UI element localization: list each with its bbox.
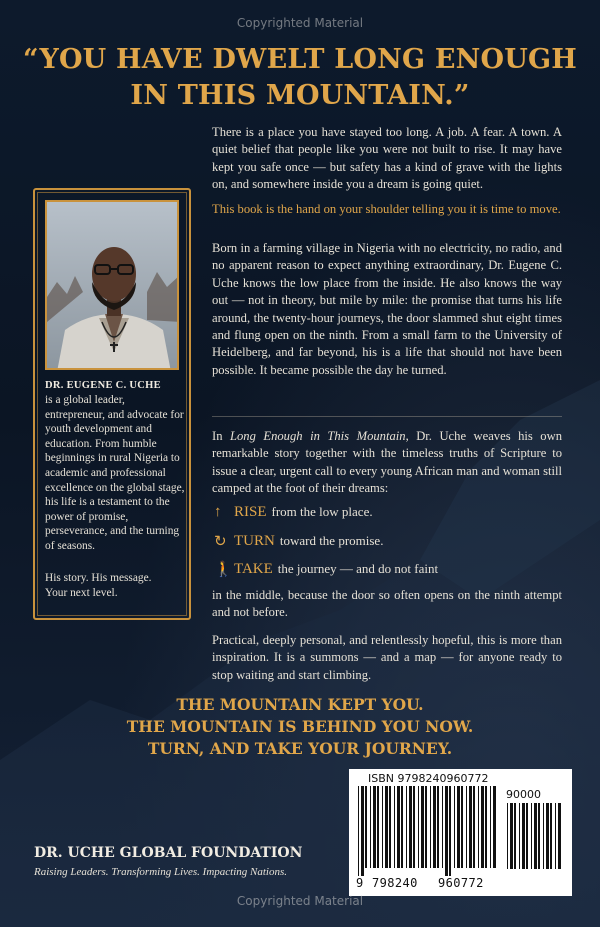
barcode-bar bbox=[413, 786, 415, 868]
barcode-bar bbox=[493, 786, 496, 868]
barcode-bar bbox=[361, 786, 364, 876]
closing-line-1: THE MOUNTAIN KEPT YOU. bbox=[176, 695, 424, 714]
intro-paragraph-2-highlight: This book is the hand on your shoulder telling you it is time to move. bbox=[212, 202, 561, 216]
book-title: Long Enough in This Mountain bbox=[230, 429, 406, 443]
barcode-bar bbox=[437, 786, 439, 868]
barcode-bar bbox=[409, 786, 412, 868]
barcode-bar bbox=[394, 786, 395, 868]
barcode-bar bbox=[389, 786, 391, 868]
author-photo bbox=[45, 200, 179, 370]
barcode-bar bbox=[370, 786, 371, 868]
barcode-bar bbox=[478, 786, 479, 868]
ean-digits bbox=[356, 876, 566, 890]
intro-paragraph-1: There is a place you have stayed too long. A job. A fear. A town. A quiet belief that people like you were not built to rise. It may have kept you safe once — but safety has a kind of grave with the lights on, and somewhere inside you a dream is going quiet. bbox=[212, 125, 562, 192]
barcode-bar bbox=[377, 786, 379, 868]
barcode-bar bbox=[550, 803, 552, 869]
barcode-bar bbox=[433, 786, 436, 868]
book-paragraph-prefix: In bbox=[212, 429, 230, 443]
barcode-bar bbox=[466, 786, 467, 868]
barcode-bar bbox=[519, 803, 520, 869]
barcode-bar bbox=[449, 786, 451, 876]
barcode-bar bbox=[485, 786, 487, 868]
barcode-bar bbox=[538, 803, 540, 869]
barcode-bar bbox=[421, 786, 424, 868]
barcode-bar bbox=[526, 803, 528, 869]
barcode-bar bbox=[507, 803, 508, 869]
ean-right-digits: 960772 bbox=[438, 876, 484, 890]
barcode-bar bbox=[418, 786, 419, 868]
summary-paragraph: Practical, deeply personal, and relentlessly hopeful, this is more than inspiration. It is a summons — and a map — for anyone ready to stop waiting and start climbing. bbox=[212, 633, 562, 682]
barcode-bar bbox=[445, 786, 448, 876]
barcode-bar bbox=[430, 786, 431, 868]
barcode-bar bbox=[546, 803, 549, 869]
author-sign-off bbox=[45, 571, 185, 600]
barcode-bar bbox=[469, 786, 472, 868]
pillar-continuation: in the middle, because the door so often opens on the ninth attempt and not before. bbox=[212, 588, 562, 620]
pillar-turn bbox=[214, 531, 383, 551]
barcode-bar bbox=[490, 786, 491, 868]
barcode-bar bbox=[510, 803, 513, 869]
copyright-watermark-bottom: Copyrighted Material bbox=[236, 894, 364, 908]
copyright-watermark-top: Copyrighted Material bbox=[236, 16, 364, 30]
book-paragraph bbox=[212, 428, 562, 498]
barcode-bar bbox=[555, 803, 556, 869]
sign-off-line-2: Your next level. bbox=[45, 586, 118, 599]
sign-off-line-1: His story. His message. bbox=[45, 572, 152, 584]
isbn-label: ISBN 9798240960772 bbox=[368, 772, 489, 785]
barcode-bar bbox=[522, 803, 525, 869]
headline-quote bbox=[20, 42, 580, 114]
barcode-bar bbox=[385, 786, 388, 868]
barcode-bar bbox=[461, 786, 463, 868]
section-divider bbox=[212, 416, 562, 417]
author-bio-text: is a global leader, entrepreneur, and advocate for youth development and education. From humble beginnings in rural Nigeria to academic and professional excellence on the global stage, his life is a testament to the power of promise, perseverance, and the turning of seasons. bbox=[45, 394, 185, 552]
author-name: DR. EUGENE C. UCHE bbox=[45, 380, 161, 391]
closing-call-to-action bbox=[60, 694, 540, 760]
ean-first-digit: 9 bbox=[356, 876, 364, 890]
barcode-bar bbox=[382, 786, 383, 868]
barcode-bar bbox=[425, 786, 427, 868]
turn-arrow-icon: ↻ bbox=[214, 533, 227, 550]
pillar-text: the journey — and do not faint bbox=[277, 561, 439, 576]
barcode-bar bbox=[442, 786, 443, 868]
barcode-bar bbox=[457, 786, 460, 868]
barcode-bar bbox=[401, 786, 403, 868]
barcode-bar bbox=[373, 786, 376, 868]
barcode-bar bbox=[543, 803, 544, 869]
price-barcode bbox=[505, 803, 561, 877]
barcode-bar bbox=[406, 786, 407, 868]
foundation-tagline: Raising Leaders. Transforming Lives. Impacting Nations. bbox=[34, 866, 288, 878]
ean-barcode bbox=[356, 786, 496, 876]
foundation-name: DR. UCHE GLOBAL FOUNDATION bbox=[34, 845, 303, 861]
barcode-bar bbox=[365, 786, 367, 868]
barcode-bar bbox=[531, 803, 532, 869]
closing-line-2: THE MOUNTAIN IS BEHIND YOU NOW. bbox=[126, 717, 474, 736]
walking-person-icon: 🚶 bbox=[214, 561, 233, 578]
intro-paragraph-3: Born in a farming village in Nigeria with no electricity, no radio, and no apparent reason to expect anything extraordinary, Dr. Eugene C. Uche knows the low place from the inside. He also knows the way out — not in theory, but mile by mile: the promise that turns his life around, the twenty-hour journeys, the door slammed shut eight times and flung open on the ninth. From a small farm to the University of Heidelberg, and far beyond, his is a life that should not have been possible. It became possible the day he turned. bbox=[212, 241, 562, 377]
pillar-rise bbox=[214, 502, 373, 522]
book-paragraph-rest: , Dr. Uche weaves his own remarkable story together with the timeless truths of Scripture to issue a clear, urgent call to every young African man and woman still camped at the foot of their dreams: bbox=[212, 429, 562, 496]
barcode-bar bbox=[481, 786, 484, 868]
pillar-keyword: RISE bbox=[234, 503, 267, 520]
ean-left-digits: 798240 bbox=[372, 876, 418, 890]
pillar-keyword: TAKE bbox=[234, 560, 273, 577]
headline-line-2: IN THIS MOUNTAIN.” bbox=[130, 80, 470, 111]
barcode-bar bbox=[397, 786, 400, 868]
barcode-bar bbox=[358, 786, 359, 876]
barcode-bar bbox=[534, 803, 537, 869]
barcode-bar bbox=[558, 803, 561, 869]
barcode-bar bbox=[514, 803, 516, 869]
barcode-bar bbox=[473, 786, 475, 868]
closing-line-3: TURN, AND TAKE YOUR JOURNEY. bbox=[147, 739, 453, 758]
pillar-keyword: TURN bbox=[234, 532, 275, 549]
price-code: 90000 bbox=[506, 788, 541, 801]
arrow-up-icon: ↑ bbox=[214, 503, 222, 520]
headline-line-1: “YOU HAVE DWELT LONG ENOUGH bbox=[23, 44, 577, 75]
pillar-text: toward the promise. bbox=[279, 533, 384, 548]
pillar-take bbox=[214, 559, 438, 579]
pillar-text: from the low place. bbox=[271, 504, 373, 519]
barcode-bar bbox=[454, 786, 455, 868]
